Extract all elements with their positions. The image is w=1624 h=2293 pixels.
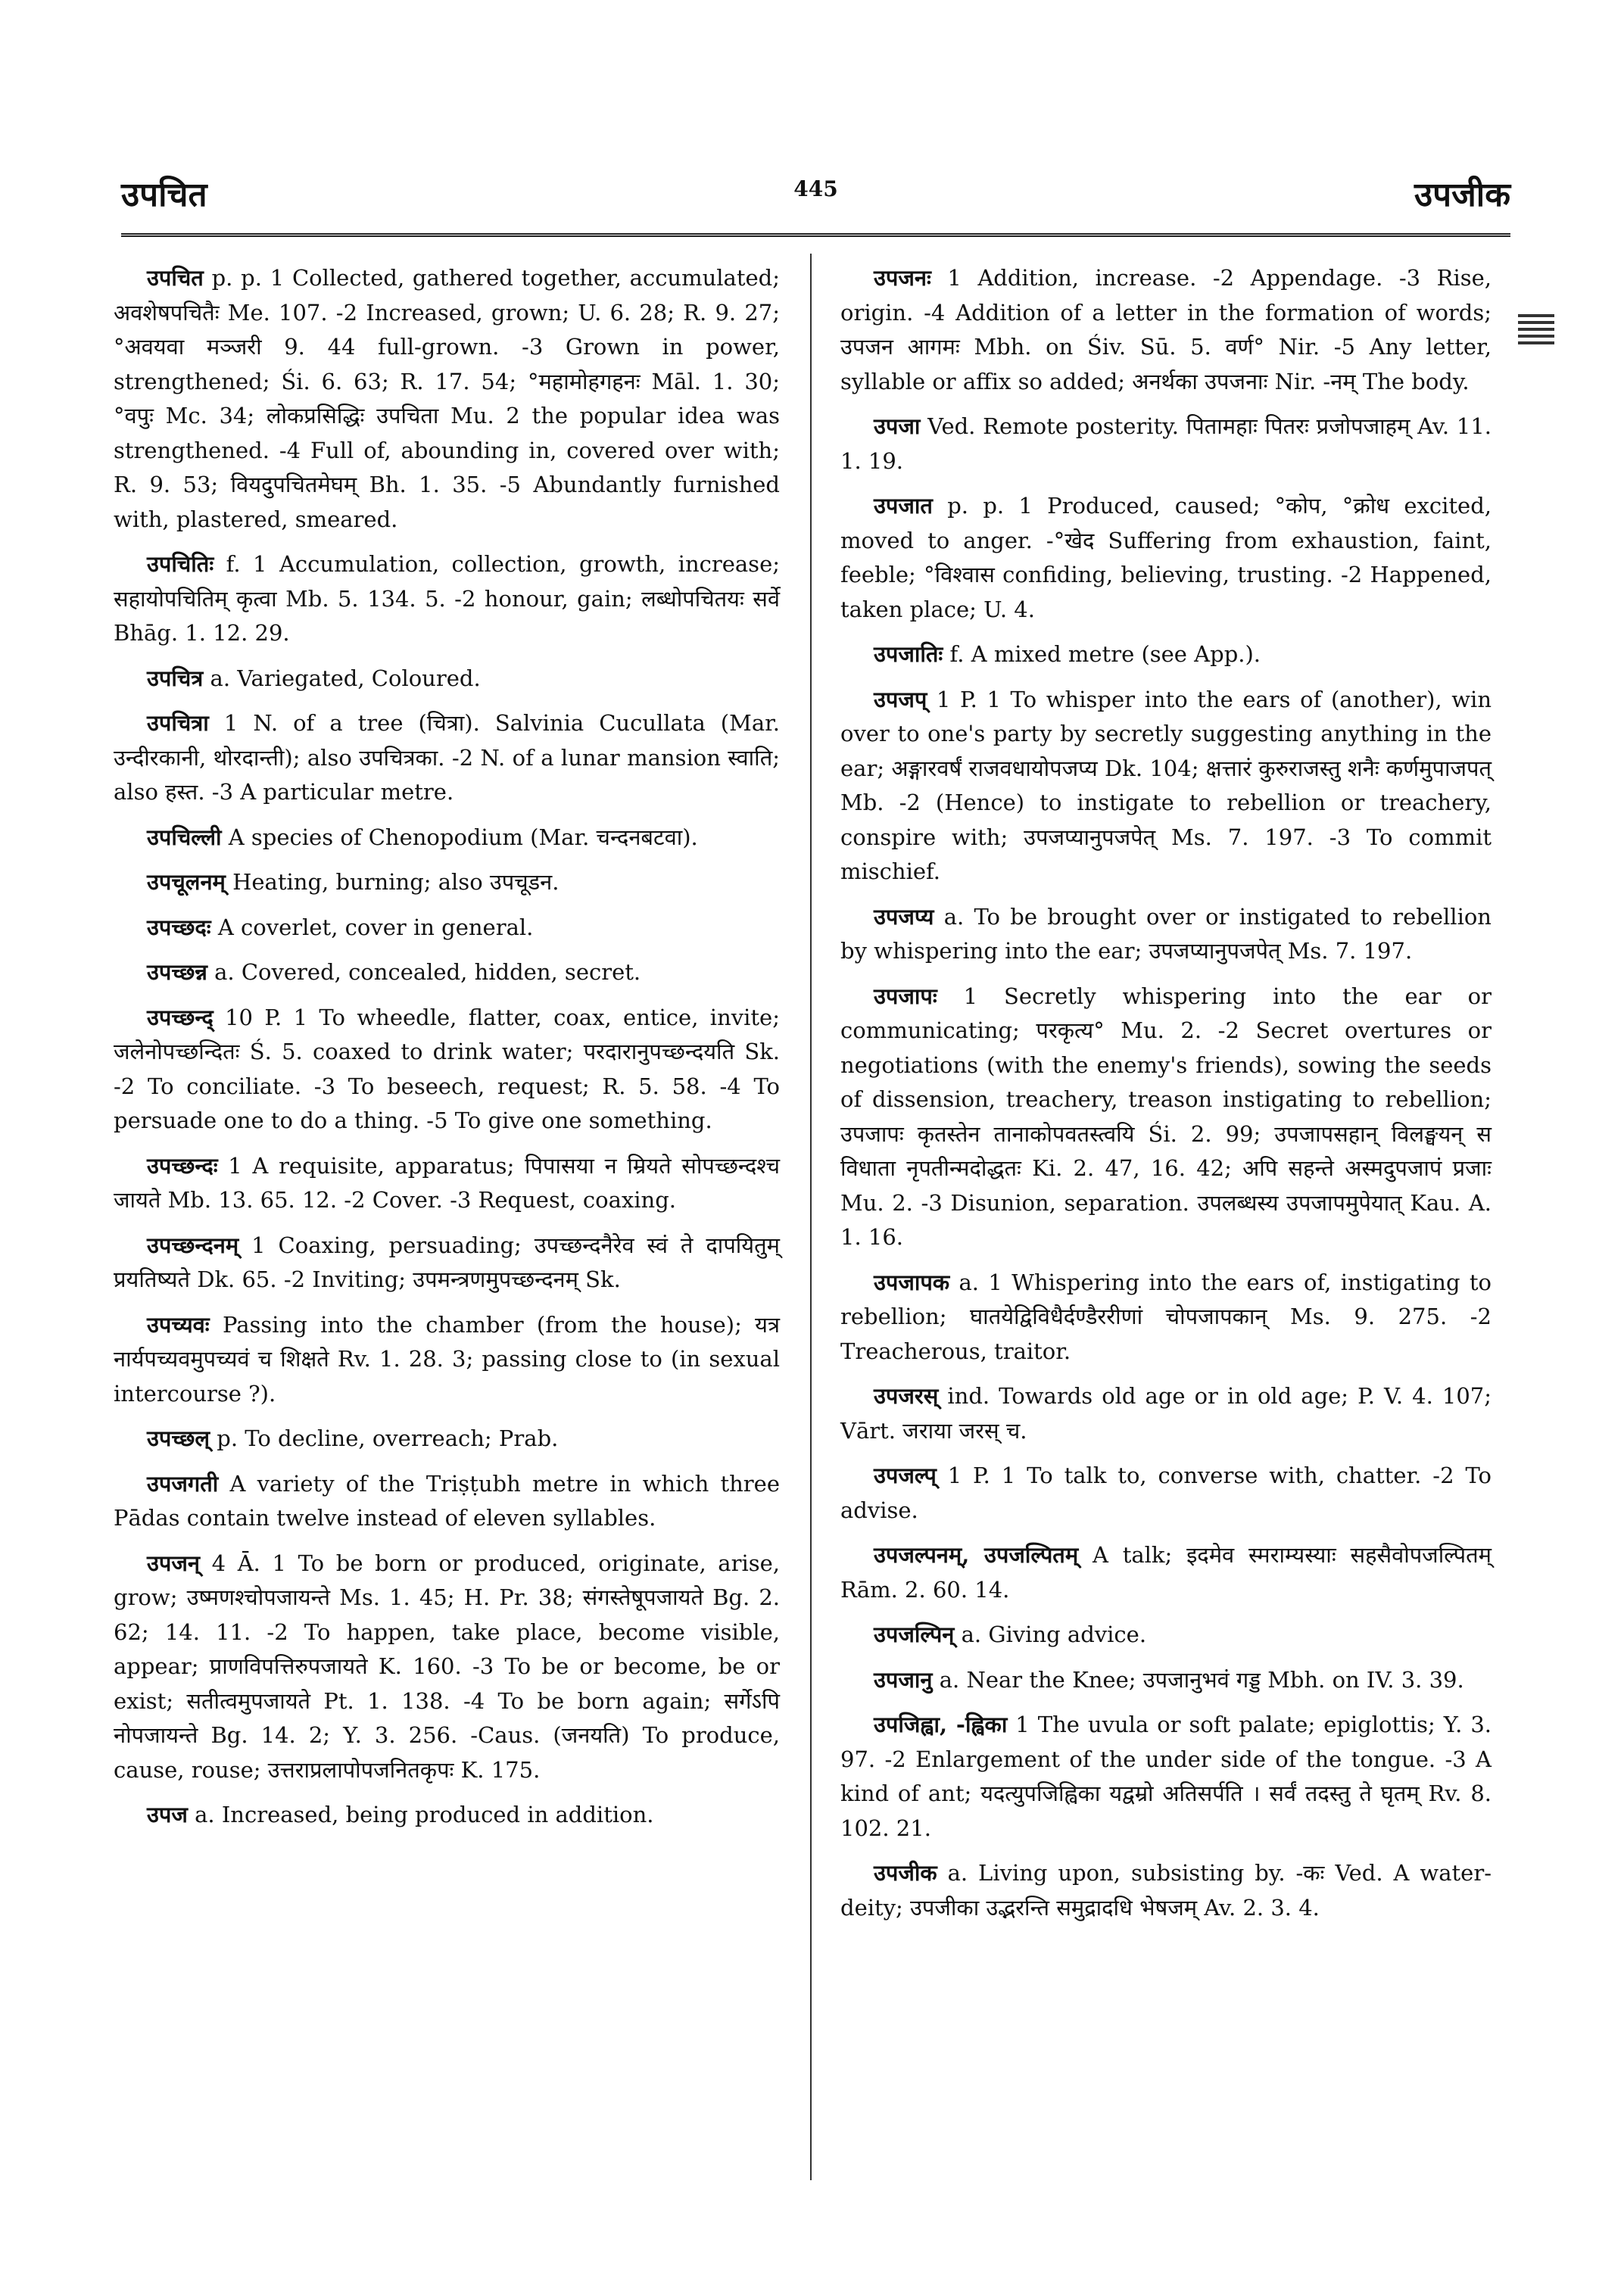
entry-definition: Heating, burning; also उपचूडन. — [225, 869, 560, 895]
left-column — [114, 261, 780, 1843]
dictionary-entry — [114, 662, 780, 696]
dictionary-entry — [840, 980, 1492, 1255]
entry-definition: A species of Chenopodium (Mar. चन्दनबटवा). — [221, 824, 698, 850]
dictionary-entry — [840, 410, 1492, 478]
dictionary-entry — [840, 1663, 1492, 1698]
dictionary-entry — [840, 1856, 1492, 1925]
dictionary-entry — [114, 911, 780, 946]
headword: उपजापः — [874, 983, 937, 1009]
entry-definition: a. Variegated, Coloured. — [203, 665, 481, 691]
entry-definition: f. 1 Accumulation, collection, growth, increase; सहायोपचितिम् कृत्वा Mb. 5. 134. 5. -2 honour, gain; लब्धोपचितयः सर्वे Bhāg. 1. 12. 29. — [114, 551, 780, 646]
entry-definition: a. 1 Whispering into the ears of, instigating to rebellion; घातयेद्विविधैर्दण्डैररीणां चोपजापकान् Ms. 9. 275. -2 Treacherous, traitor. — [840, 1269, 1492, 1364]
headword: उपजा — [874, 413, 921, 439]
entry-definition: A coverlet, cover in general. — [210, 914, 534, 940]
entry-definition: a. Near the Knee; उपजानुभवं गड्ड Mbh. on IV. 3. 39. — [932, 1666, 1464, 1693]
dictionary-entry — [840, 1618, 1492, 1653]
dictionary-entry — [114, 261, 780, 537]
dictionary-entry — [114, 1149, 780, 1218]
headword: उपजल्पिन् — [874, 1622, 955, 1647]
entry-definition: a. To be brought over or instigated to rebellion by whispering into the ear; उपजप्यानुपजपेत् Ms. 7. 197. — [840, 903, 1492, 964]
dictionary-entry — [114, 1467, 780, 1536]
headword: उपजिह्वा, -ह्विका — [874, 1712, 1008, 1737]
entry-definition: a. Covered, concealed, hidden, secret. — [207, 959, 641, 985]
headword: उपच्यवः — [147, 1311, 210, 1338]
page-number: 445 — [793, 176, 838, 201]
entry-definition: 1 Secretly whispering into the ear or communicating; परकृत्य° Mu. 2. -2 Secret overtures or negotiations (with the enemy's friends), sowing the seeds of dissension, treachery, treason instigating to rebellion; उपजापः कृतस्तेन तानाकोपवतस्त्वयि Śi. 2. 99; उपजापसहान् विलङ्घयन् स विधाता नृपतीन्मदोद्धतः Ki. 2. 47, 16. 42; अपि सहन्ते अस्मदुपजापं प्रजाः Mu. 2. -3 Disunion, separation. उपलब्धस्य उपजापमुपेयात् Kau. A. 1. 16. — [840, 983, 1492, 1250]
headword: उपच्छन्दनम् — [147, 1232, 239, 1258]
entry-definition: f. A mixed metre (see App.). — [943, 641, 1261, 667]
entry-definition: 1 P. 1 To talk to, converse with, chatter. -2 To advise. — [840, 1463, 1492, 1523]
headword: उपजातिः — [874, 641, 943, 667]
headword: उपचितिः — [147, 551, 214, 577]
headword: उपजरस् — [874, 1383, 939, 1409]
dictionary-entry — [840, 1266, 1492, 1369]
entry-definition: A variety of the Triṣṭubh metre in which three Pādas contain twelve instead of eleven syllables. — [114, 1470, 780, 1531]
right-column — [840, 261, 1492, 1936]
entry-definition: 1 The uvula or soft palate; epiglottis; Y. 3. 97. -2 Enlargement of the under side of the tongue. -3 A kind of ant; यदत्युपजिह्विका यद्वम्रो अतिसर्पति । सर्वं तदस्तु ते घृतम् Rv. 8. 102. 21. — [840, 1712, 1492, 1841]
entry-definition: p. p. 1 Collected, gathered together, accumulated; अवशेषपचितैः Me. 107. -2 Increased, grown; U. 6. 28; R. 9. 27; °अवयवा मञ्जरी 9. 44 full-grown. -3 Grown in power, strengthened; Śi. 6. 63; R. 17. 54; °महामोहगहनः Māl. 1. 30; °वपुः Mc. 34; लोकप्रसिद्धिः उपचिता Mu. 2 the popular idea was strengthened. -4 Full of, abounding in, covered over with; R. 9. 53; वियदुपचितमेघम् Bh. 1. 35. -5 Abundantly furnished with, plastered, smeared. — [114, 265, 780, 532]
margin-mark — [1518, 310, 1554, 362]
entry-definition: Ved. Remote posterity. पितामहाः पितरः प्रजोपजाहम् Av. 11. 1. 19. — [840, 413, 1492, 474]
dictionary-entry — [114, 1422, 780, 1456]
dictionary-entry — [840, 683, 1492, 889]
entry-definition: 1 Addition, increase. -2 Appendage. -3 Rise, origin. -4 Addition of a letter in the formation of words; उपजन आगमः Mbh. on Śiv. Sū. 5. वर्ण° Nir. -5 Any letter, syllable or affix so added; अनर्थका उपजनाः Nir. -नम् The body. — [840, 265, 1492, 394]
page-header — [121, 170, 1510, 216]
headword: उपच्छल् — [147, 1425, 210, 1451]
headword: उपजगती — [147, 1470, 219, 1497]
entry-definition: p. To decline, overreach; Prab. — [210, 1425, 559, 1451]
headword: उपज — [147, 1802, 188, 1827]
dictionary-entry — [840, 637, 1492, 672]
entry-definition: 4 Ā. 1 To be born or produced, originate, arise, grow; उष्मणश्चोपजायन्ते Ms. 1. 45; H. Pr. 38; संगस्तेषूपजायते Bg. 2. 62; 14. 11. -2 To happen, take place, become visible, appear; प्राणविपत्तिरुपजायते K. 160. -3 To be or become, be or exist; सतीत्वमुपजायते Pt. 1. 138. -4 To be born again; सर्गेऽपि नोपजायन्ते Bg. 14. 2; Y. 3. 256. -Caus. (जनयति) To produce, cause, rouse; उत्तराप्रलापोपजनितकृपः K. 175. — [114, 1550, 780, 1783]
dictionary-entry — [840, 1538, 1492, 1607]
headword: उपजल्पनम्, उपजल्पितम् — [874, 1542, 1079, 1568]
entry-definition: p. p. 1 Produced, caused; °कोप, °क्रोध excited, moved to anger. -°खेद Suffering from exhaustion, faint, feeble; °विश्वास confiding, believing, trusting. -2 Happened, taken place; U. 4. — [840, 493, 1492, 622]
headword: उपजनः — [874, 265, 931, 291]
dictionary-entry — [840, 1379, 1492, 1448]
entry-definition: a. Living upon, subsisting by. -कः Ved. A water-deity; उपजीका उद्भरन्ति समुद्रादधि भेषजम् Av. 2. 3. 4. — [840, 1860, 1492, 1921]
dictionary-entry — [114, 821, 780, 855]
dictionary-entry — [114, 1308, 780, 1412]
headword: उपचित — [147, 265, 204, 291]
headword: उपजन् — [147, 1550, 200, 1576]
headword: उपजप्य — [874, 903, 934, 930]
headword: उपजीक — [874, 1860, 937, 1886]
entry-definition: A talk; इदमेव स्मराम्यस्याः सहसैवोपजल्पितम् Rām. 2. 60. 14. — [840, 1542, 1492, 1603]
headword: उपजप् — [874, 686, 927, 712]
entry-definition: Passing into the chamber (from the house); यत्र नार्यपच्यवमुपच्यवं च शिक्षते Rv. 1. 28. 3; passing close to (in sexual intercourse ?). — [114, 1311, 780, 1407]
dictionary-entry — [114, 1547, 780, 1788]
headword: उपच्छन्न — [147, 959, 207, 985]
headword: उपचित्रा — [147, 710, 209, 736]
headword: उपचित्र — [147, 665, 204, 691]
dictionary-entry — [840, 1708, 1492, 1846]
headword: उपजल्प् — [874, 1463, 937, 1488]
headword: उपजानु — [874, 1666, 933, 1693]
entry-definition: 1 Coaxing, persuading; उपच्छन्दनैरेव स्वं ते दापयितुम् प्रयतिष्यते Dk. 65. -2 Inviting; उपमन्त्रणमुपच्छन्दनम् Sk. — [114, 1232, 780, 1292]
entry-definition: ind. Towards old age or in old age; P. V. 4. 107; Vārt. जराया जरस् च. — [840, 1383, 1492, 1444]
dictionary-entry — [114, 1229, 780, 1298]
headword: उपच्छदः — [147, 914, 211, 940]
entry-definition: 1 N. of a tree (चित्रा). Salvinia Cucullata (Mar. उन्दीरकानी, थोरदान्ती); also उपचित्रका. -2 N. of a lunar mansion स्वाति; also हस्त. -3 A particular metre. — [114, 710, 780, 805]
header-left-word: उपचित — [121, 176, 207, 214]
headword: उपचिल्ली — [147, 824, 222, 850]
entry-definition: a. Giving advice. — [954, 1622, 1147, 1647]
dictionary-entry — [114, 1798, 780, 1833]
headword: उपचूलनम् — [147, 869, 226, 895]
header-rule — [121, 233, 1510, 237]
headword: उपच्छन्द् — [147, 1004, 214, 1030]
dictionary-entry — [840, 261, 1492, 399]
entry-definition: 1 A requisite, apparatus; पिपासया न म्रियते सोपच्छन्दश्च जायते Mb. 13. 65. 12. -2 Cover. -3 Request, coaxing. — [114, 1152, 780, 1213]
column-divider — [810, 254, 812, 2180]
dictionary-entry — [114, 547, 780, 651]
headword: उपच्छन्दः — [147, 1152, 218, 1179]
dictionary-entry — [114, 865, 780, 900]
headword: उपजापक — [874, 1269, 950, 1295]
dictionary-entry — [840, 1459, 1492, 1528]
dictionary-entry — [840, 900, 1492, 969]
entry-definition: 10 P. 1 To wheedle, flatter, coax, entice, invite; जलेनोपच्छन्दितः Ś. 5. coaxed to drink water; परदारानुपच्छन्दयति Sk. -2 To conciliate. -3 To beseech, request; R. 5. 58. -4 To persuade one to do a thing. -5 To give one something. — [114, 1004, 780, 1133]
dictionary-entry — [114, 706, 780, 810]
entry-definition: a. Increased, being produced in addition. — [187, 1802, 654, 1827]
dictionary-entry — [840, 489, 1492, 627]
dictionary-entry — [114, 955, 780, 990]
headword: उपजात — [874, 493, 933, 519]
header-right-word: उपजीक — [1414, 176, 1510, 214]
dictionary-entry — [114, 1001, 780, 1139]
entry-definition: 1 P. 1 To whisper into the ears of (another), win over to one's party by secretly suggesting anything in the ear; अङ्गारवर्षं राजवधायोपजप्य Dk. 104; क्षत्तारं कुरुराजस्तु शनैः कर्णमुपाजपत् Mb. -2 (Hence) to instigate to rebellion or treachery, conspire with; उपजप्यानुपजपेत् Ms. 7. 197. -3 To commit mischief. — [840, 686, 1492, 884]
